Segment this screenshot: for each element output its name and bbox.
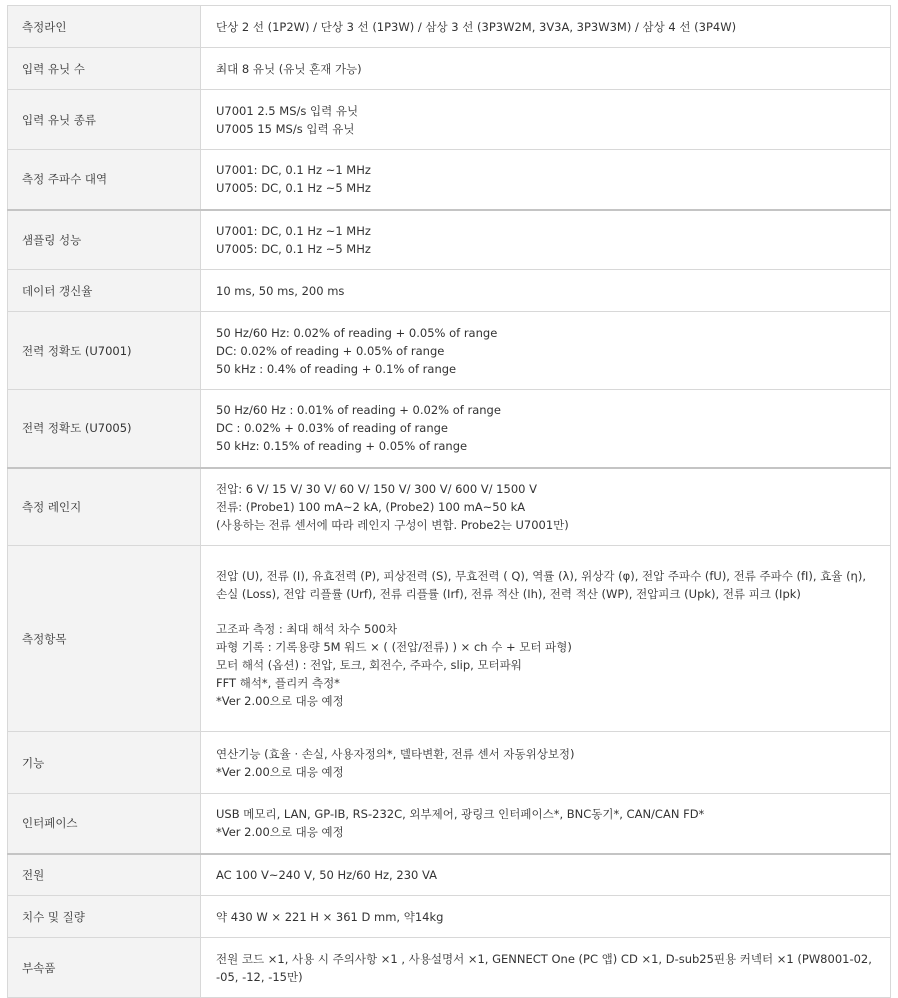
row-value bbox=[201, 854, 891, 896]
row-dimensions-weight bbox=[8, 896, 891, 938]
row-label: 인터페이스 bbox=[8, 794, 201, 854]
value-line: 50 kHz : 0.4% of reading + 0.1% of range bbox=[216, 361, 457, 376]
value-line: AC 100 V~240 V, 50 Hz/60 Hz, 230 VA bbox=[216, 867, 437, 882]
row-value bbox=[201, 210, 891, 270]
value-line: U7005 15 MS/s 입력 유닛 bbox=[216, 121, 355, 136]
row-label: 치수 및 질량 bbox=[8, 896, 201, 938]
value-line: (사용하는 전류 센서에 따라 레인지 구성이 변함. Probe2는 U7001만) bbox=[216, 517, 569, 532]
row-value bbox=[201, 896, 891, 938]
value-line: U7005: DC, 0.1 Hz ~5 MHz bbox=[216, 241, 371, 256]
row-value bbox=[201, 48, 891, 90]
value-line: USB 메모리, LAN, GP-IB, RS-232C, 외부제어, 광링크 인터페이스*, BNC동기*, CAN/CAN FD* bbox=[216, 807, 705, 822]
row-frequency-band bbox=[8, 150, 891, 210]
value-line: 10 ms, 50 ms, 200 ms bbox=[216, 283, 345, 298]
value-line: *Ver 2.00으로 대응 예정 bbox=[216, 694, 344, 708]
row-value bbox=[201, 546, 891, 732]
row-value bbox=[201, 390, 891, 468]
row-power-accuracy-u7001 bbox=[8, 312, 891, 390]
row-value bbox=[201, 90, 891, 150]
value-line: 단상 2 선 (1P2W) / 단상 3 선 (1P3W) / 삼상 3 선 (3P3W2M, 3V3A, 3P3W3M) / 삼상 4 선 (3P4W) bbox=[216, 19, 737, 34]
row-data-update-rate bbox=[8, 270, 891, 312]
value-line: DC: 0.02% of reading + 0.05% of range bbox=[216, 343, 445, 358]
row-value bbox=[201, 150, 891, 210]
row-label: 측정 레인지 bbox=[8, 468, 201, 546]
row-input-unit-types bbox=[8, 90, 891, 150]
row-measurement-items bbox=[8, 546, 891, 732]
value-line: FFT 해석*, 플리커 측정* bbox=[216, 676, 340, 690]
row-label: 입력 유닛 종류 bbox=[8, 90, 201, 150]
row-label: 전원 bbox=[8, 854, 201, 896]
value-paragraph: 전압 (U), 전류 (I), 유효전력 (P), 피상전력 (S), 무효전력 ( Q), 역률 (λ), 위상각 (φ), 전압 주파수 (fU), 전류 주파수 (fI), 효율 (η), 손실 (Loss), 전압 리플률 (Urf), 전류 리플률 (Irf), 전류 적산 (Ih), 전력 적산 (WP), 전압피크 (Upk), 전류 피크 (Ipk) bbox=[216, 569, 866, 601]
value-line: U7005: DC, 0.1 Hz ~5 MHz bbox=[216, 181, 371, 196]
value-paragraph: 전원 코드 ×1, 사용 시 주의사항 ×1 , 사용설명서 ×1, GENNECT One (PC 앱) CD ×1, D-sub25핀용 커넥터 ×1 (PW8001-02, -05, -12, -15만) bbox=[216, 951, 872, 984]
row-label: 기능 bbox=[8, 732, 201, 794]
row-label: 측정 주파수 대역 bbox=[8, 150, 201, 210]
row-interface bbox=[8, 794, 891, 854]
row-functions bbox=[8, 732, 891, 794]
value-line: 전압: 6 V/ 15 V/ 30 V/ 60 V/ 150 V/ 300 V/ 600 V/ 1500 V bbox=[216, 481, 537, 496]
value-line: 모터 해석 (옵션) : 전압, 토크, 회전수, 주파수, slip, 모터파워 bbox=[216, 658, 522, 672]
row-sampling bbox=[8, 210, 891, 270]
row-value bbox=[201, 6, 891, 48]
value-line: 파형 기록 : 기록용량 5M 워드 × ( (전압/전류) ) × ch 수 + 모터 파형) bbox=[216, 640, 572, 654]
row-value bbox=[201, 270, 891, 312]
row-label: 데이터 갱신율 bbox=[8, 270, 201, 312]
spacer bbox=[216, 603, 876, 620]
row-value bbox=[201, 312, 891, 390]
value-line: DC : 0.02% + 0.03% of reading of range bbox=[216, 421, 448, 436]
row-accessories bbox=[8, 938, 891, 998]
row-label: 입력 유닛 수 bbox=[8, 48, 201, 90]
row-label: 측정항목 bbox=[8, 546, 201, 732]
row-measurement-line bbox=[8, 6, 891, 48]
row-label: 전력 정확도 (U7001) bbox=[8, 312, 201, 390]
value-line: U7001 2.5 MS/s 입력 유닛 bbox=[216, 103, 359, 118]
row-measurement-range bbox=[8, 468, 891, 546]
row-value bbox=[201, 794, 891, 854]
row-label: 전력 정확도 (U7005) bbox=[8, 390, 201, 468]
row-power-supply bbox=[8, 854, 891, 896]
value-line: U7001: DC, 0.1 Hz ~1 MHz bbox=[216, 223, 371, 238]
value-line: 약 430 W × 221 H × 361 D mm, 약14kg bbox=[216, 909, 444, 924]
row-value bbox=[201, 732, 891, 794]
value-line: 전류: (Probe1) 100 mA~2 kA, (Probe2) 100 mA~50 kA bbox=[216, 499, 526, 514]
value-line: *Ver 2.00으로 대응 예정 bbox=[216, 764, 344, 779]
row-value bbox=[201, 938, 891, 998]
value-line: 고조파 측정 : 최대 해석 차수 500차 bbox=[216, 622, 398, 636]
value-line: U7001: DC, 0.1 Hz ~1 MHz bbox=[216, 163, 371, 178]
value-line: 50 Hz/60 Hz: 0.02% of reading + 0.05% of range bbox=[216, 325, 498, 340]
value-line: *Ver 2.00으로 대응 예정 bbox=[216, 825, 344, 840]
row-label: 측정라인 bbox=[8, 6, 201, 48]
value-line: 50 kHz: 0.15% of reading + 0.05% of range bbox=[216, 439, 468, 454]
row-input-unit-count bbox=[8, 48, 891, 90]
spec-table bbox=[7, 5, 891, 998]
row-label: 부속품 bbox=[8, 938, 201, 998]
value-line: 연산기능 (효율 · 손실, 사용자정의*, 델타변환, 전류 센서 자동위상보정) bbox=[216, 746, 575, 761]
row-power-accuracy-u7005 bbox=[8, 390, 891, 468]
value-line: 최대 8 유닛 (유닛 혼재 가능) bbox=[216, 61, 362, 76]
row-label: 샘플링 성능 bbox=[8, 210, 201, 270]
row-value bbox=[201, 468, 891, 546]
value-line: 50 Hz/60 Hz : 0.01% of reading + 0.02% of range bbox=[216, 403, 501, 418]
